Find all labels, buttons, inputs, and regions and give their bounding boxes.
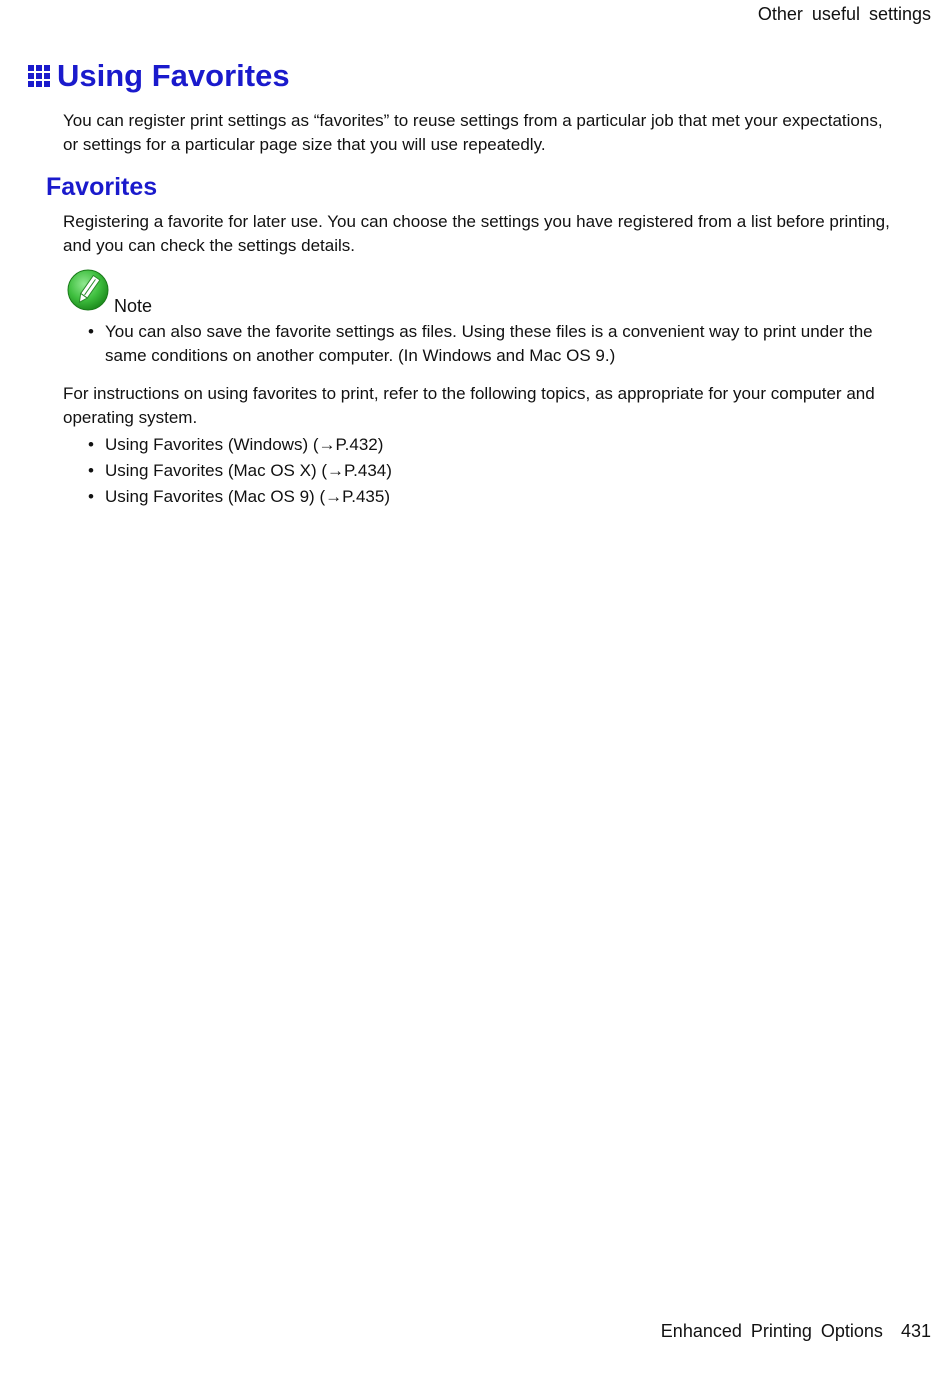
- topic-link-list: [88, 432, 392, 510]
- note-list: [88, 320, 888, 368]
- favorites-heading: Favorites: [46, 173, 158, 201]
- topic-link-mac-os-9[interactable]: • Using Favorites (Mac OS 9) (→P.435): [88, 484, 392, 510]
- instructions-paragraph: For instructions on using favorites to print, refer to the following topics, as appropriate for your computer and operating system.: [63, 384, 875, 427]
- page-number: 431: [900, 1321, 931, 1341]
- footer-chapter: Enhanced Printing Options: [660, 1321, 883, 1341]
- page-title: [28, 58, 290, 94]
- page-title-text: Using Favorites: [57, 58, 290, 93]
- running-footer: [661, 1321, 931, 1342]
- note-label: Note: [114, 296, 153, 316]
- grid-icon: [28, 65, 50, 87]
- running-header: Other useful settings: [757, 4, 931, 24]
- pencil-note-icon: [67, 269, 109, 311]
- note-item: • You can also save the favorite settings as files. Using these files is a convenient way to print under the same conditions on another computer. (In Windows and Mac OS 9.): [88, 320, 888, 368]
- topic-link-windows[interactable]: • Using Favorites (Windows) (→P.432): [88, 432, 392, 458]
- intro-paragraph: You can register print settings as “favorites” to reuse settings from a particular job that met your expectations, or settings for a particular page size that you will use repeatedly.: [63, 111, 883, 154]
- favorites-description: Registering a favorite for later use. You can choose the settings you have registered from a list before printing, and you can check the settings details.: [63, 212, 890, 255]
- topic-link-mac-os-x[interactable]: • Using Favorites (Mac OS X) (→P.434): [88, 458, 392, 484]
